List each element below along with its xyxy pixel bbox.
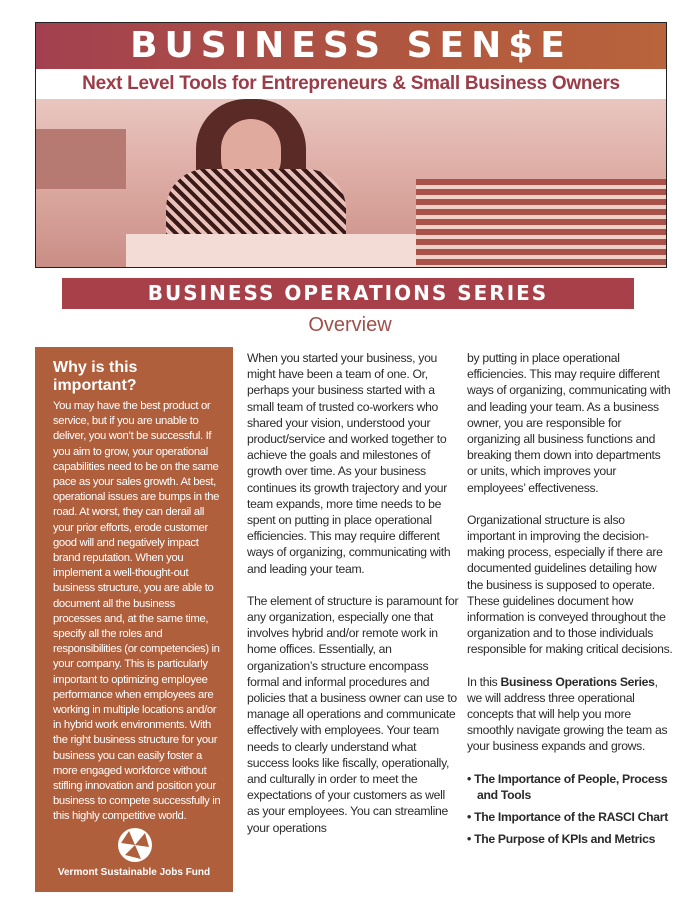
text: In this xyxy=(467,674,501,689)
list-item: • The Purpose of KPIs and Metrics xyxy=(467,831,673,847)
masthead-title: BUSINESS SEN$E xyxy=(36,23,666,69)
paragraph xyxy=(467,674,673,755)
column-3 xyxy=(467,350,673,853)
sidebar-heading: Why is this important? xyxy=(53,359,138,394)
list-item: • The Importance of the RASCI Chart xyxy=(467,809,673,825)
sidebar-callout xyxy=(35,347,233,892)
list-item: • The Importance of People, Process and Tools xyxy=(467,771,673,803)
column-2 xyxy=(247,350,459,852)
masthead xyxy=(35,22,667,268)
photo-binders-left xyxy=(36,129,126,189)
vsjf-logo-icon xyxy=(115,825,155,865)
topics-list xyxy=(467,771,673,848)
series-title: BUSINESS OPERATIONS SERIES xyxy=(62,278,634,309)
masthead-subtitle: Next Level Tools for Entrepreneurs & Small Business Owners xyxy=(36,69,666,99)
text: , we will address three operational concepts that will help you more smoothly navigate growing the team as your business expands and grows. xyxy=(467,674,668,754)
paragraph: When you started your business, you might have been a team of one. Or, perhaps your business started with a small team of trusted co-workers who shared your vision, understood your product/service and worked together to achieve the goals and milestones of growth over time. As your business continues its growth trajectory and your team expands, more time needs to be spent on putting in place operational efficiencies. This may require different ways of organizing, communicating with and leading your team. xyxy=(247,351,451,576)
header-photo xyxy=(36,99,666,267)
sidebar-body: You may have the best product or service, but if you are unable to deliver, you won’t be successful. If you aim to grow, your operational capabilities need to be on the same pace as your sales growth. At best, operational issues are bumps in the road. At worst, they can derail all your prior efforts, erode customer good will and negatively impact brand reputation. When you implement a well-thought-out business structure, you are able to document all the business processes and, at the same time, specify all the roles and responsibilities (or competencies) in your company. This is particularly important to optimizing employee performance when employees are working in multiple locations and/or in hybrid work environments. With the right business structure for your business you can easily foster a more engaged workforce without stifling innovation and position your business to compete successfully in this highly competitive world. xyxy=(53,400,221,823)
photo-binders-right xyxy=(416,179,666,267)
section-title: Overview xyxy=(308,314,392,336)
logo-text: Vermont Sustainable Jobs Fund xyxy=(57,867,211,878)
photo-papers xyxy=(126,234,426,267)
paragraph: The element of structure is paramount for any organization, especially one that involves hybrid and/or remote work in home offices. Essentially, an organization’s structure encompass formal and informal procedures and policies that a business owner can use to manage all operations and communicate effectively with employees. Your team needs to clearly understand what success looks like fiscally, operationally, and culturally in order to meet the expectations of your customers as well as your employees. You can streamline your operations xyxy=(247,593,459,835)
series-name: Business Operations Series xyxy=(500,674,655,689)
paragraph: Organizational structure is also important in improving the decision-making process, especially if there are documented guidelines detailing how the business is supposed to operate. These guidelines document how information is conveyed throughout the organization and to those individuals responsible for making critical decisions. xyxy=(467,512,673,657)
paragraph: by putting in place operational efficiencies. This may require different ways of organizing, communicating with and leading your team. As a business owner, you are responsible for organizing all business functions and breaking them down into departments or units, which improves your employees’ effectiveness. xyxy=(467,351,671,495)
